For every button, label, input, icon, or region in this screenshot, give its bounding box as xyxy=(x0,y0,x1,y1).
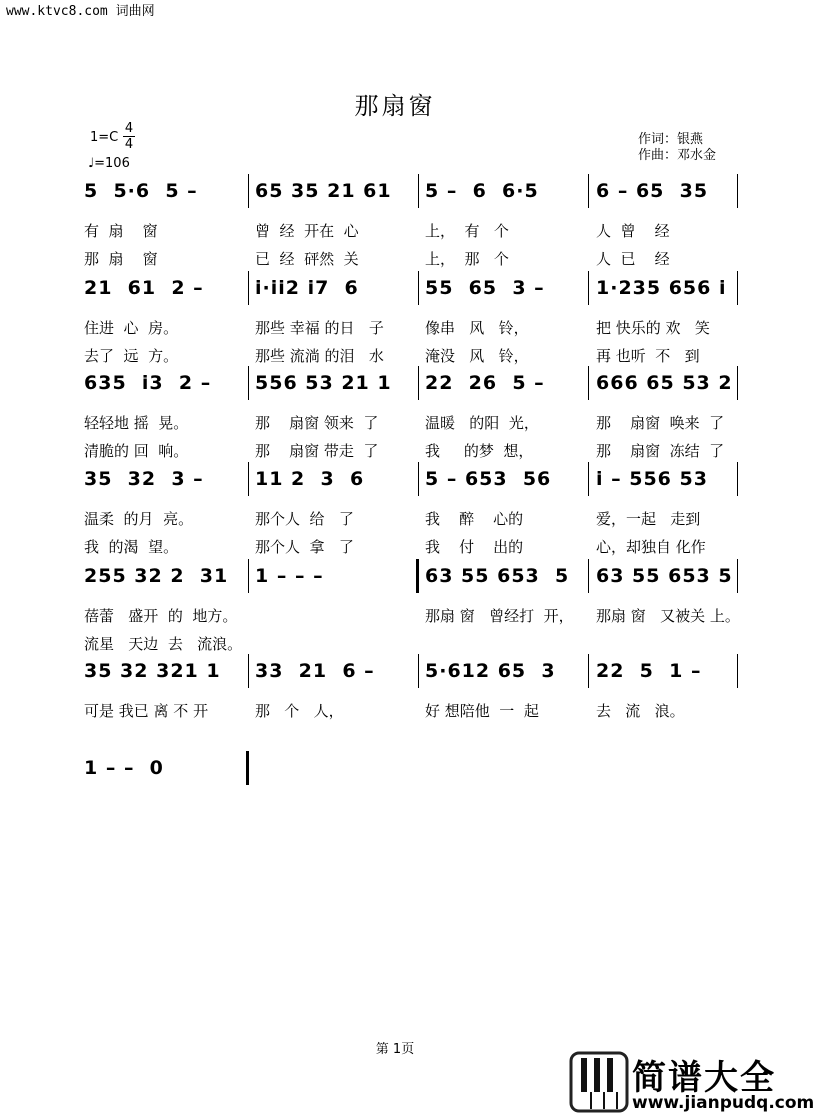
bar-line xyxy=(737,174,738,208)
lyric-line: 那 扇窗 唤来 了 xyxy=(596,414,725,432)
measure-notes: 22 26 5 – xyxy=(425,372,545,394)
lyric-line: 上， 那 个 xyxy=(425,250,509,268)
measure-notes: 65 35 21 61 xyxy=(255,180,392,202)
lyric-line: 去了 远 方。 xyxy=(84,347,179,365)
bar-line xyxy=(248,366,249,400)
lyric-line: 那个人 给 了 xyxy=(255,510,354,528)
lyric-line: 爱，一起 走到 xyxy=(596,510,701,528)
lyric-line: 人 已 经 xyxy=(596,250,670,268)
watermark-url: www.jianpudq.com xyxy=(632,1093,814,1113)
bar-line xyxy=(248,462,249,496)
lyric-line: 上， 有 个 xyxy=(425,222,509,240)
watermark-text: 简谱大全 xyxy=(632,1058,776,1098)
lyric-line: 我 的渴 望。 xyxy=(84,538,179,556)
tempo-value: =106 xyxy=(94,156,130,171)
measure-notes: 63 55 653 5 xyxy=(425,565,570,587)
bar-line xyxy=(737,366,738,400)
bar-line xyxy=(418,462,419,496)
measure-notes: 5 5·6 5 – xyxy=(84,180,198,202)
meter-bottom: 4 xyxy=(124,137,134,152)
final-bar-line xyxy=(246,751,249,785)
lyric-line: 把 快乐的 欢 笑 xyxy=(596,319,710,337)
measure-notes: 255 32 2 31 xyxy=(84,565,229,587)
bar-line xyxy=(248,654,249,688)
lyric-line: 那 扇窗 领来 了 xyxy=(255,414,379,432)
lyric-line: 已 经 砰然 关 xyxy=(255,250,359,268)
measure-notes: 1 – – 0 xyxy=(84,757,164,779)
measure-notes: 63 55 653 5 xyxy=(596,565,733,587)
lyric-line: 好 想陪他 一 起 xyxy=(425,702,539,720)
bar-line xyxy=(418,559,419,593)
piano-keys-icon xyxy=(570,1052,628,1114)
lyric-line: 我 醉 心的 xyxy=(425,510,524,528)
lyric-line: 温柔 的月 亮。 xyxy=(84,510,194,528)
measure-notes: 635 i3 2 – xyxy=(84,372,212,394)
lyric-line: 流星 天边 去 流浪。 xyxy=(84,635,243,653)
bar-line xyxy=(737,271,738,305)
lyric-line: 像串 风 铃， xyxy=(425,319,529,337)
bar-line xyxy=(588,174,589,208)
lyric-line: 那些 流淌 的泪 水 xyxy=(255,347,384,365)
bar-line xyxy=(418,174,419,208)
song-title: 那扇窗 xyxy=(354,92,436,120)
measure-notes: 55 65 3 – xyxy=(425,277,545,299)
bar-line xyxy=(588,559,589,593)
measure-notes: 21 61 2 – xyxy=(84,277,204,299)
lyric-line: 再 也听 不 到 xyxy=(596,347,700,365)
lyric-line: 温暖 的阳 光， xyxy=(425,414,539,432)
measure-notes: 5 – 6 6·5 xyxy=(425,180,539,202)
bar-line xyxy=(588,462,589,496)
lyric-line: 轻轻地 摇 晃。 xyxy=(84,414,189,432)
bar-line xyxy=(737,462,738,496)
meter-top: 4 xyxy=(124,121,134,136)
lyric-line: 那 扇 窗 xyxy=(84,250,158,268)
lyric-line: 有 扇 窗 xyxy=(84,222,158,240)
measure-notes: i – 556 53 xyxy=(596,468,708,490)
measure-notes: 22 5 1 – xyxy=(596,660,702,682)
time-signature xyxy=(123,121,135,152)
lyric-line: 我 的梦 想， xyxy=(425,442,534,460)
lyric-line: 住进 心 房。 xyxy=(84,319,179,337)
measure-notes: 666 65 53 2 xyxy=(596,372,733,394)
lyric-line: 那 个 人， xyxy=(255,702,344,720)
measure-notes: 6 – 65 35 xyxy=(596,180,709,202)
measure-notes: 33 21 6 – xyxy=(255,660,375,682)
bar-line xyxy=(737,559,738,593)
lyric-line: 那 扇窗 带走 了 xyxy=(255,442,379,460)
lyric-line: 那扇 窗 又被关 上。 xyxy=(596,607,740,625)
measure-notes: 5 – 653 56 xyxy=(425,468,552,490)
lyric-line: 那个人 拿 了 xyxy=(255,538,354,556)
bar-line xyxy=(418,654,419,688)
bar-line xyxy=(248,271,249,305)
composer-credit: 作曲：邓水金 xyxy=(638,148,717,163)
repeat-bar-line xyxy=(416,559,418,593)
lyric-line: 蓓蕾 盛开 的 地方。 xyxy=(84,607,238,625)
measure-notes: 1·235 656 i xyxy=(596,277,727,299)
measure-notes: 556 53 21 1 xyxy=(255,372,392,394)
lyric-line: 那扇 窗 曾经打 开， xyxy=(425,607,574,625)
measure-notes: 35 32 321 1 xyxy=(84,660,221,682)
lyric-line: 曾 经 开在 心 xyxy=(255,222,359,240)
measure-notes: 35 32 3 – xyxy=(84,468,204,490)
quarter-note-icon: ♩ xyxy=(88,156,95,171)
bar-line xyxy=(248,174,249,208)
bar-line xyxy=(418,366,419,400)
lyric-line: 那 扇窗 冻结 了 xyxy=(596,442,725,460)
watermark-logo xyxy=(570,1050,814,1114)
lyric-line: 人 曾 经 xyxy=(596,222,670,240)
measure-notes: 1 – – – xyxy=(255,565,324,587)
bar-line xyxy=(588,654,589,688)
bar-line xyxy=(588,271,589,305)
lyric-line: 我 付 出的 xyxy=(425,538,524,556)
lyric-line: 心，却独自 化作 xyxy=(596,538,706,556)
measure-notes: 5·612 65 3 xyxy=(425,660,556,682)
lyricist-credit: 作词：银燕 xyxy=(638,132,704,147)
page-number: 第 1页 xyxy=(375,1042,415,1057)
key-signature: 1=C xyxy=(90,130,119,145)
lyric-line: 清脆的 回 响。 xyxy=(84,442,189,460)
bar-line xyxy=(588,366,589,400)
site-url: www.ktvc8.com 词曲网 xyxy=(6,4,155,19)
bar-line xyxy=(418,271,419,305)
lyric-line: 可是 我已 离 不 开 xyxy=(84,702,209,720)
lyric-line: 那些 幸福 的日 子 xyxy=(255,319,384,337)
tempo-mark xyxy=(88,156,130,171)
bar-line xyxy=(248,559,249,593)
lyric-line: 去 流 浪。 xyxy=(596,702,685,720)
measure-notes: i·ii2 i7 6 xyxy=(255,277,359,299)
bar-line xyxy=(737,654,738,688)
measure-notes: 11 2 3 6 xyxy=(255,468,365,490)
lyric-line: 淹没 风 铃， xyxy=(425,347,529,365)
